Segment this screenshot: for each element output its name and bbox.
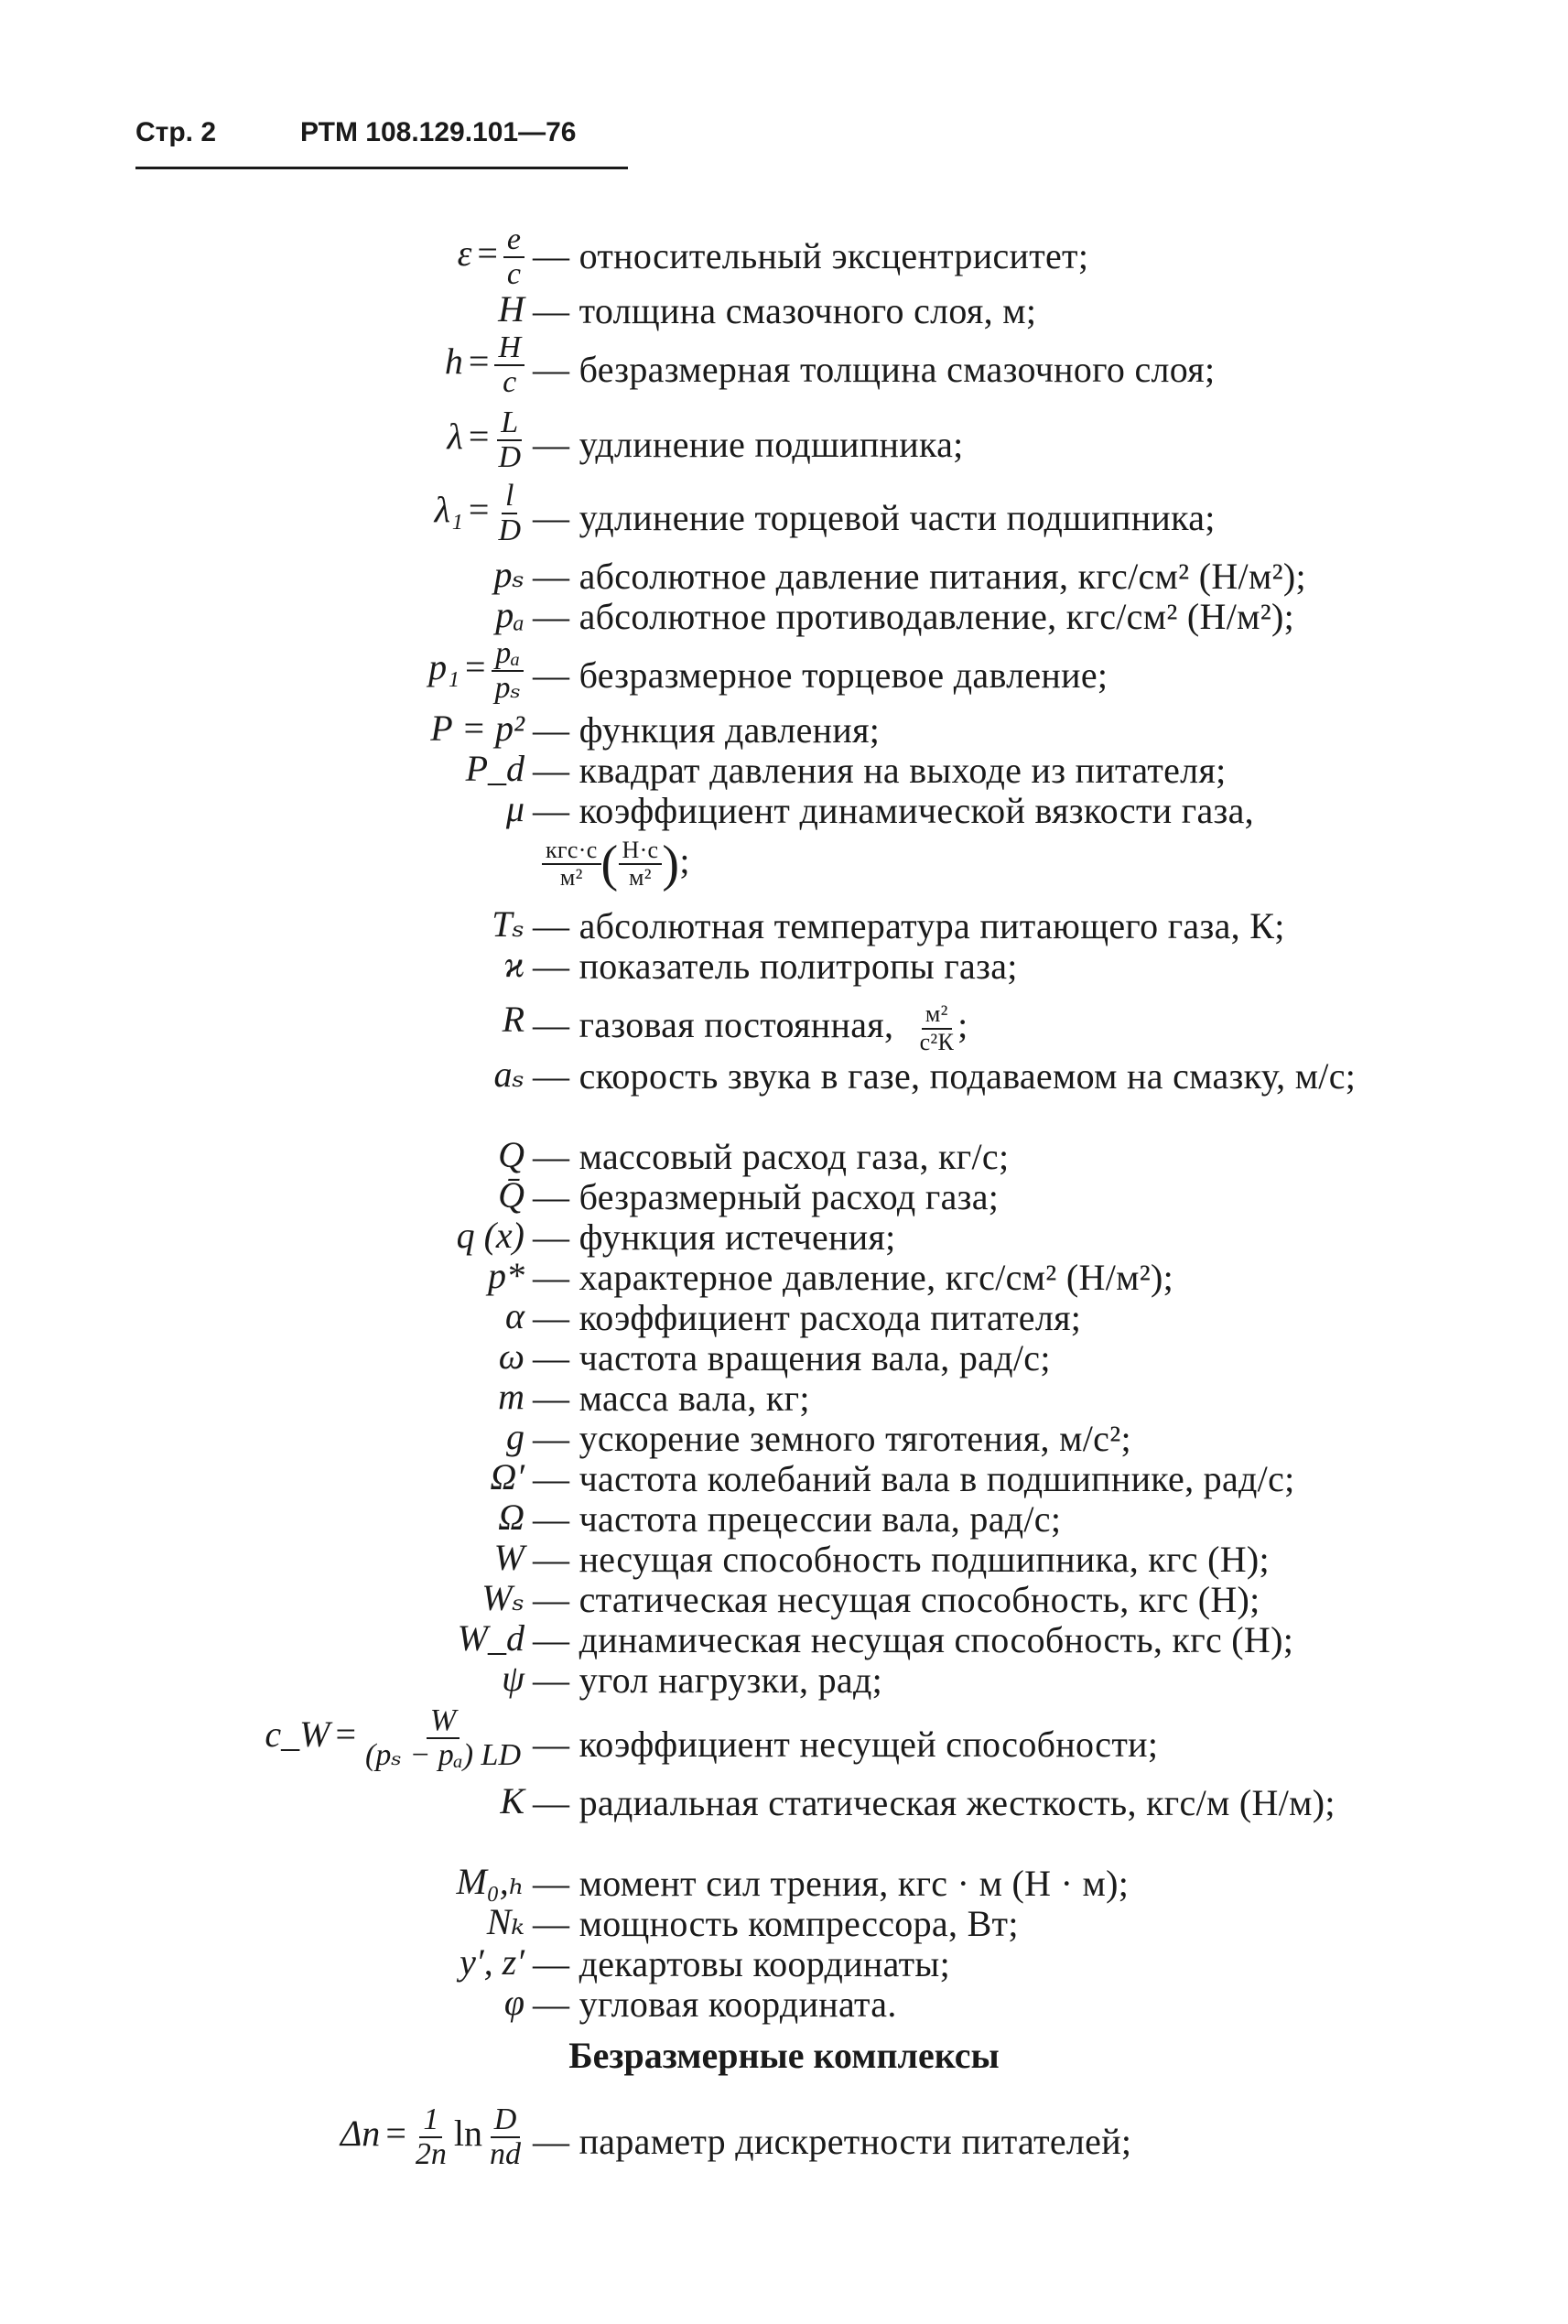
section-title: Безразмерные комплексы bbox=[568, 2035, 1000, 2076]
page-header bbox=[135, 110, 628, 169]
definition-text: — газовая постоянная, bbox=[533, 1003, 894, 1045]
symbol: Q̄ bbox=[498, 1174, 524, 1216]
symbol-expression bbox=[265, 1704, 524, 1771]
definition-text: — характерное давление, кгс/см² (Н/м²); bbox=[533, 1257, 1174, 1298]
unit-fraction bbox=[619, 838, 663, 892]
definition-text: — мощность компрессора, Вт; bbox=[533, 1903, 1019, 1944]
definition-text: — частота вращения вала, рад/с; bbox=[533, 1337, 1051, 1378]
definition-block bbox=[533, 1001, 1453, 1055]
definition-text: — частота колебаний вала в подшипнике, рад/с; bbox=[533, 1458, 1295, 1499]
fraction bbox=[494, 480, 524, 546]
definition-text: — частота прецессии вала, рад/с; bbox=[533, 1498, 1062, 1540]
definition-text: — безразмерный расход газа; bbox=[533, 1176, 1000, 1217]
punctuation: ; bbox=[957, 1003, 968, 1045]
symbol-expression bbox=[341, 2103, 524, 2170]
symbol: λ₁ bbox=[434, 488, 463, 530]
symbol: ψ bbox=[502, 1658, 524, 1699]
symbol: P_d bbox=[465, 748, 524, 789]
symbol: Tₛ bbox=[492, 903, 524, 945]
symbol-expression bbox=[445, 331, 524, 398]
definition-text: — коэффициент расхода питателя; bbox=[533, 1297, 1082, 1338]
equals-sign: = bbox=[468, 488, 490, 530]
fraction bbox=[492, 637, 524, 704]
symbol: y′, z′ bbox=[460, 1941, 524, 1983]
fraction-denominator: c bbox=[503, 364, 517, 399]
definition-text: — статическая несущая способность, кгс (Н); bbox=[533, 1579, 1260, 1620]
unit-fraction bbox=[916, 1001, 958, 1055]
symbol: p₁ bbox=[428, 645, 460, 687]
definition-text: — коэффициент несущей способности; bbox=[533, 1724, 1159, 1765]
symbol: Nₖ bbox=[486, 1901, 524, 1942]
symbol: ω bbox=[498, 1335, 524, 1377]
fraction-denominator: D bbox=[498, 439, 521, 474]
definition-text: — радиальная статическая жесткость, кгс/м (Н/м); bbox=[533, 1782, 1336, 1823]
definition-text: — ускорение земного тяготения, м/с²; bbox=[533, 1418, 1131, 1459]
unit-expression bbox=[533, 836, 1453, 893]
symbol-expression bbox=[448, 406, 524, 473]
symbol: pₛ bbox=[493, 554, 524, 595]
symbol: c_W bbox=[265, 1713, 330, 1755]
definition-text: — безразмерная толщина смазочного слоя; bbox=[533, 349, 1216, 390]
symbol: Wₛ bbox=[481, 1577, 524, 1618]
fraction bbox=[486, 2103, 524, 2170]
definition-text: — коэффициент динамической вязкости газа, bbox=[533, 790, 1254, 831]
symbol: aₛ bbox=[493, 1054, 524, 1095]
equals-sign: = bbox=[385, 2112, 406, 2154]
fraction-numerator: 1 bbox=[419, 2103, 442, 2138]
paren-open: ( bbox=[600, 835, 619, 892]
symbol: ϰ bbox=[503, 944, 524, 985]
symbol: R bbox=[502, 999, 524, 1040]
unit-numerator: кгс·с bbox=[542, 838, 601, 866]
unit-fraction bbox=[542, 838, 601, 892]
ln-operator: ln bbox=[453, 2112, 482, 2154]
definition-text: — параметр дискретности питателей; bbox=[533, 2121, 1132, 2162]
definition-text: — угловая координата. bbox=[533, 1984, 897, 2025]
page-number: Стр. 2 bbox=[135, 117, 217, 147]
symbol: ε bbox=[457, 232, 472, 274]
definition-text: — масса вала, кг; bbox=[533, 1378, 810, 1419]
symbol: Ω bbox=[498, 1497, 524, 1538]
equals-sign: = bbox=[335, 1713, 357, 1755]
fraction bbox=[362, 1704, 524, 1771]
punctuation: ; bbox=[679, 839, 690, 881]
symbol-expression bbox=[428, 637, 524, 704]
fraction-numerator: l bbox=[502, 480, 517, 514]
fraction bbox=[494, 331, 524, 398]
equals-sign: = bbox=[468, 415, 490, 457]
symbol: p* bbox=[488, 1255, 524, 1296]
symbol: pₐ bbox=[495, 594, 524, 635]
fraction-denominator: (pₛ − pₐ) LD bbox=[365, 1737, 521, 1772]
symbol: λ bbox=[447, 415, 463, 457]
fraction-numerator: D bbox=[491, 2103, 521, 2138]
symbol: W bbox=[493, 1537, 524, 1578]
equals-sign: = bbox=[464, 645, 486, 687]
symbol: Ω′ bbox=[490, 1456, 524, 1497]
definition-text: — скорость звука в газе, подаваемом на смазку, м/с; bbox=[533, 1055, 1357, 1097]
definition-text: — динамическая несущая способность, кгс (Н); bbox=[533, 1619, 1294, 1660]
definition-text: — угол нагрузки, рад; bbox=[533, 1659, 883, 1701]
symbol: m bbox=[498, 1376, 524, 1417]
fraction-numerator: e bbox=[503, 223, 524, 258]
symbol: Δп bbox=[340, 2112, 381, 2154]
fraction-denominator: nd bbox=[490, 2136, 521, 2171]
symbol: M₀,ₕ bbox=[456, 1861, 524, 1902]
definition-text: — функция истечения; bbox=[533, 1216, 896, 1258]
symbol: h bbox=[444, 340, 463, 382]
equals-sign: = bbox=[477, 232, 498, 274]
fraction-numerator: W bbox=[427, 1704, 460, 1739]
symbol: W_d bbox=[457, 1617, 524, 1659]
definition-text: — абсолютное давление питания, кгс/см² (Н/м²); bbox=[533, 556, 1306, 597]
fraction-numerator: pₐ bbox=[492, 637, 524, 672]
definition-text: — безразмерное торцевое давление; bbox=[533, 654, 1108, 696]
symbol: α bbox=[505, 1295, 524, 1336]
symbol: g bbox=[506, 1416, 524, 1457]
definition-text: — несущая способность подшипника, кгс (Н); bbox=[533, 1539, 1270, 1580]
equals-sign: = bbox=[468, 340, 490, 382]
paren-close: ) bbox=[662, 835, 680, 892]
definition-block bbox=[533, 791, 1453, 893]
fraction-numerator: L bbox=[497, 406, 522, 441]
symbol: K bbox=[500, 1780, 524, 1821]
definition-text: — относительный эксцентриситет; bbox=[533, 235, 1089, 276]
unit-denominator: м² bbox=[559, 864, 583, 892]
symbol-expression bbox=[458, 223, 524, 290]
definition-text: — толщина смазочного слоя, м; bbox=[533, 290, 1037, 331]
unit-numerator: м² bbox=[922, 1001, 952, 1030]
symbol: H bbox=[498, 288, 524, 330]
definition-text: — абсолютная температура питающего газа, К; bbox=[533, 905, 1285, 946]
fraction bbox=[503, 223, 524, 290]
unit-denominator: с²К bbox=[919, 1028, 955, 1055]
definition-text: — массовый расход газа, кг/с; bbox=[533, 1136, 1010, 1177]
unit-denominator: м² bbox=[629, 864, 652, 892]
definition-text: — показатель политропы газа; bbox=[533, 946, 1018, 987]
fraction-numerator: H bbox=[494, 331, 524, 366]
fraction-denominator: D bbox=[498, 513, 521, 547]
symbol: P = p² bbox=[430, 708, 524, 749]
definition-text: — декартовы координаты; bbox=[533, 1943, 951, 1984]
document-code: РТМ 108.129.101—76 bbox=[300, 117, 577, 147]
definition-text: — квадрат давления на выходе из питателя; bbox=[533, 750, 1227, 791]
symbol: Q bbox=[498, 1134, 524, 1175]
fraction-denominator: pₛ bbox=[494, 670, 521, 705]
fraction bbox=[494, 406, 524, 473]
fraction bbox=[412, 2103, 450, 2170]
symbol: φ bbox=[503, 1982, 524, 2023]
symbol-expression bbox=[435, 480, 524, 546]
definition-text: — функция давления; bbox=[533, 709, 881, 751]
fraction-denominator: 2n bbox=[415, 2136, 447, 2171]
symbol: q (x) bbox=[456, 1215, 524, 1256]
unit-numerator: Н·с bbox=[619, 838, 663, 866]
fraction-denominator: c bbox=[506, 256, 521, 291]
definition-text: — удлинение торцевой части подшипника; bbox=[533, 497, 1216, 538]
definition-text: — момент сил трения, кгс · м (Н · м); bbox=[533, 1863, 1130, 1904]
definition-text: — абсолютное противодавление, кгс/см² (Н/м²); bbox=[533, 596, 1295, 637]
symbol: μ bbox=[505, 788, 524, 829]
definition-text: — удлинение подшипника; bbox=[533, 424, 964, 465]
